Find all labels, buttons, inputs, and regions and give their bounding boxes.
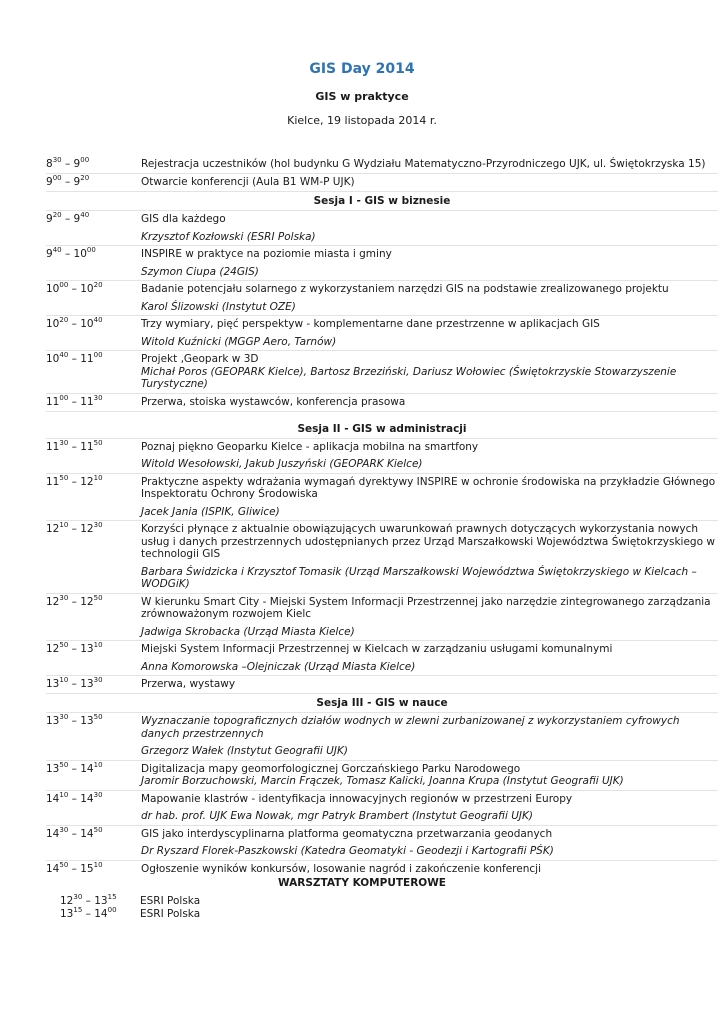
schedule-row bbox=[46, 211, 718, 246]
talk-title: Badanie potencjału solarnego z wykorzystaniem narzędzi GIS na podstawie zrealizowanego projektu bbox=[141, 283, 669, 295]
schedule-row bbox=[46, 713, 718, 761]
row-description: Otwarcie konferencji (Aula B1 WM-P UJK) bbox=[141, 176, 355, 188]
workshop-row bbox=[60, 908, 460, 921]
talk-author: Dr Ryszard Florek-Paszkowski (Katedra Geomatyki - Geodezji i Kartografii PŚK) bbox=[141, 845, 554, 857]
session-heading: Sesja III - GIS w nauce bbox=[46, 694, 718, 713]
time-range: $9^{00} - 9^{20}$ bbox=[46, 174, 90, 188]
page-title: GIS Day 2014 bbox=[309, 61, 415, 77]
schedule-row bbox=[46, 351, 718, 394]
talk-author: Jadwiga Skrobacka (Urząd Miasta Kielce) bbox=[141, 625, 355, 638]
schedule-row bbox=[46, 641, 718, 676]
time-range: $11^{30} - 11^{50}$ bbox=[46, 438, 103, 453]
schedule-row bbox=[46, 394, 718, 412]
talk-title: Digitalizacja mapy geomorfologicznej Gorczańskiego Parku Narodowego bbox=[141, 762, 521, 775]
schedule-row bbox=[46, 594, 718, 642]
talk-title: GIS jako interdyscyplinarna platforma geomatyczna przetwarzania geodanych bbox=[141, 827, 553, 840]
time-range: $12^{10} - 12^{30}$ bbox=[46, 521, 103, 535]
talk-author: Witold Wesołowski, Jakub Juszyński (GEOPARK Kielce) bbox=[141, 458, 423, 470]
time-range: $13^{30} - 13^{50}$ bbox=[46, 713, 103, 727]
talk-author: Krzysztof Kozłowski (ESRI Polska) bbox=[141, 230, 316, 243]
talk-title: Projekt ‚Geopark w 3D bbox=[141, 353, 259, 365]
time-range: $11^{50} - 12^{10}$ bbox=[46, 473, 103, 488]
schedule-row bbox=[46, 861, 718, 878]
talk-title: Przerwa, stoiska wystawców, konferencja prasowa bbox=[141, 395, 406, 408]
workshops-heading: WARSZTATY KOMPUTEROWE bbox=[278, 877, 446, 889]
time-range: $12^{30} - 12^{50}$ bbox=[46, 593, 103, 608]
time-range: $9^{40} - 10^{00}$ bbox=[46, 246, 96, 260]
talk-title: Praktyczne aspekty wdrażania wymagań dyrektywy INSPIRE w ochronie środowiska na przykładzie Głównego Inspektoratu Ochrony Środowiska bbox=[141, 475, 716, 500]
time-range: $13^{10} - 13^{30}$ bbox=[46, 676, 103, 690]
schedule-row bbox=[46, 281, 718, 316]
talk-title: Przerwa, wystawy bbox=[141, 678, 236, 690]
time-range: $14^{10} - 14^{30}$ bbox=[46, 790, 103, 805]
schedule-row bbox=[46, 316, 718, 351]
time-range: $13^{15} - 14^{00}$ bbox=[60, 906, 117, 920]
time-range: $12^{30} - 13^{15}$ bbox=[60, 893, 117, 907]
time-range: $10^{40} - 11^{00}$ bbox=[46, 351, 103, 365]
schedule-row bbox=[46, 246, 718, 281]
time-range: $14^{50} - 15^{10}$ bbox=[46, 860, 103, 875]
session-heading: Sesja II - GIS w administracji bbox=[46, 420, 718, 439]
talk-title: Ogłoszenie wyników konkursów, losowanie nagród i zakończenie konferencji bbox=[141, 862, 541, 875]
talk-title: GIS dla każdego bbox=[141, 213, 226, 225]
schedule-row bbox=[46, 791, 718, 826]
talk-title: INSPIRE w praktyce na poziomie miasta i gminy bbox=[141, 248, 392, 260]
time-range: $11^{00} - 11^{30}$ bbox=[46, 393, 103, 408]
time-range: $13^{50} - 14^{10}$ bbox=[46, 760, 103, 775]
schedule-row bbox=[46, 439, 718, 474]
talk-author: Jacek Jania (ISPIK, Gliwice) bbox=[141, 505, 280, 518]
page-subtitle: GIS w praktyce bbox=[315, 90, 409, 103]
time-range: $10^{00} - 10^{20}$ bbox=[46, 281, 103, 295]
talk-author: Szymon Ciupa (24GIS) bbox=[141, 265, 259, 278]
schedule-row bbox=[46, 826, 718, 861]
talk-author: Grzegorz Wałek (Instytut Geografii UJK) bbox=[141, 745, 348, 757]
talk-author: Barbara Świdzicka i Krzysztof Tomasik (Urząd Marszałkowski Województwa Świętokrzyskiego w Kielcach – WODGiK) bbox=[141, 565, 697, 590]
talk-title: W kierunku Smart City - Miejski System Informacji Przestrzennej jako narzędzie zintegrowanego zarządzania zrównoważonym rozwojem Kielc bbox=[141, 595, 711, 620]
workshop-description: ESRI Polska bbox=[140, 908, 201, 920]
talk-author: dr hab. prof. UJK Ewa Nowak, mgr Patryk Brambert (Instytut Geografii UJK) bbox=[141, 810, 533, 822]
place-date: Kielce, 19 listopada 2014 r. bbox=[287, 114, 437, 127]
talk-title: Wyznaczanie topograficznych działów wodnych w zlewni zurbanizowanej z wykorzystaniem cyfrowych danych przestrzennych bbox=[141, 715, 680, 740]
time-range: $9^{20} - 9^{40}$ bbox=[46, 211, 90, 225]
talk-author: Anna Komorowska –Olejniczak (Urząd Miasta Kielce) bbox=[141, 660, 416, 673]
talk-title: Miejski System Informacji Przestrzennej w Kielcach w zarządzaniu usługami komunalnymi bbox=[141, 643, 613, 655]
workshop-description: ESRI Polska bbox=[140, 895, 201, 907]
time-range: $8^{30} - 9^{00}$ bbox=[46, 156, 90, 170]
talk-author: Jaromir Borzuchowski, Marcin Frączek, Tomasz Kalicki, Joanna Krupa (Instytut Geografii UJK) bbox=[141, 775, 624, 787]
talk-author: Witold Kuźnicki (MGGP Aero, Tarnów) bbox=[141, 335, 337, 348]
schedule-row bbox=[46, 676, 718, 694]
session-heading: Sesja I - GIS w biznesie bbox=[46, 192, 718, 211]
talk-title: Trzy wymiary, pięć perspektyw - komplementarne dane przestrzenne w aplikacjach GIS bbox=[141, 318, 600, 330]
time-range: $10^{20} - 10^{40}$ bbox=[46, 316, 103, 330]
talk-title: Poznaj piękno Geoparku Kielce - aplikacja mobilna na smartfony bbox=[141, 440, 479, 453]
time-range: $12^{50} - 13^{10}$ bbox=[46, 641, 103, 655]
schedule-row bbox=[46, 174, 718, 192]
talk-author: Karol Ślizowski (Instytut OZE) bbox=[141, 300, 296, 313]
workshop-row bbox=[60, 895, 460, 908]
schedule-row bbox=[46, 156, 718, 174]
schedule-row bbox=[46, 521, 718, 594]
schedule-row bbox=[46, 761, 718, 791]
talk-title: Mapowanie klastrów - identyfikacja innowacyjnych regionów w przestrzeni Europy bbox=[141, 792, 573, 805]
talk-author: Michał Poros (GEOPARK Kielce), Bartosz Brzeziński, Dariusz Wołowiec (Świętokrzyskie Stowarzyszenie Turystyczne) bbox=[141, 365, 677, 390]
time-range: $14^{30} - 14^{50}$ bbox=[46, 825, 103, 840]
row-description: Rejestracja uczestników (hol budynku G Wydziału Matematyczno-Przyrodniczego UJK, ul. Świętokrzyska 15) bbox=[141, 158, 706, 170]
schedule-row bbox=[46, 474, 718, 522]
talk-title: Korzyści płynące z aktualnie obowiązujących uwarunkowań prawnych dotyczących wykorzystania nowych usług i danych przestrzennych udostępnianych przez Urząd Marszałkowski Województwa Świętokrzyskiego w technologii GIS bbox=[141, 523, 715, 560]
schedule bbox=[46, 156, 718, 878]
